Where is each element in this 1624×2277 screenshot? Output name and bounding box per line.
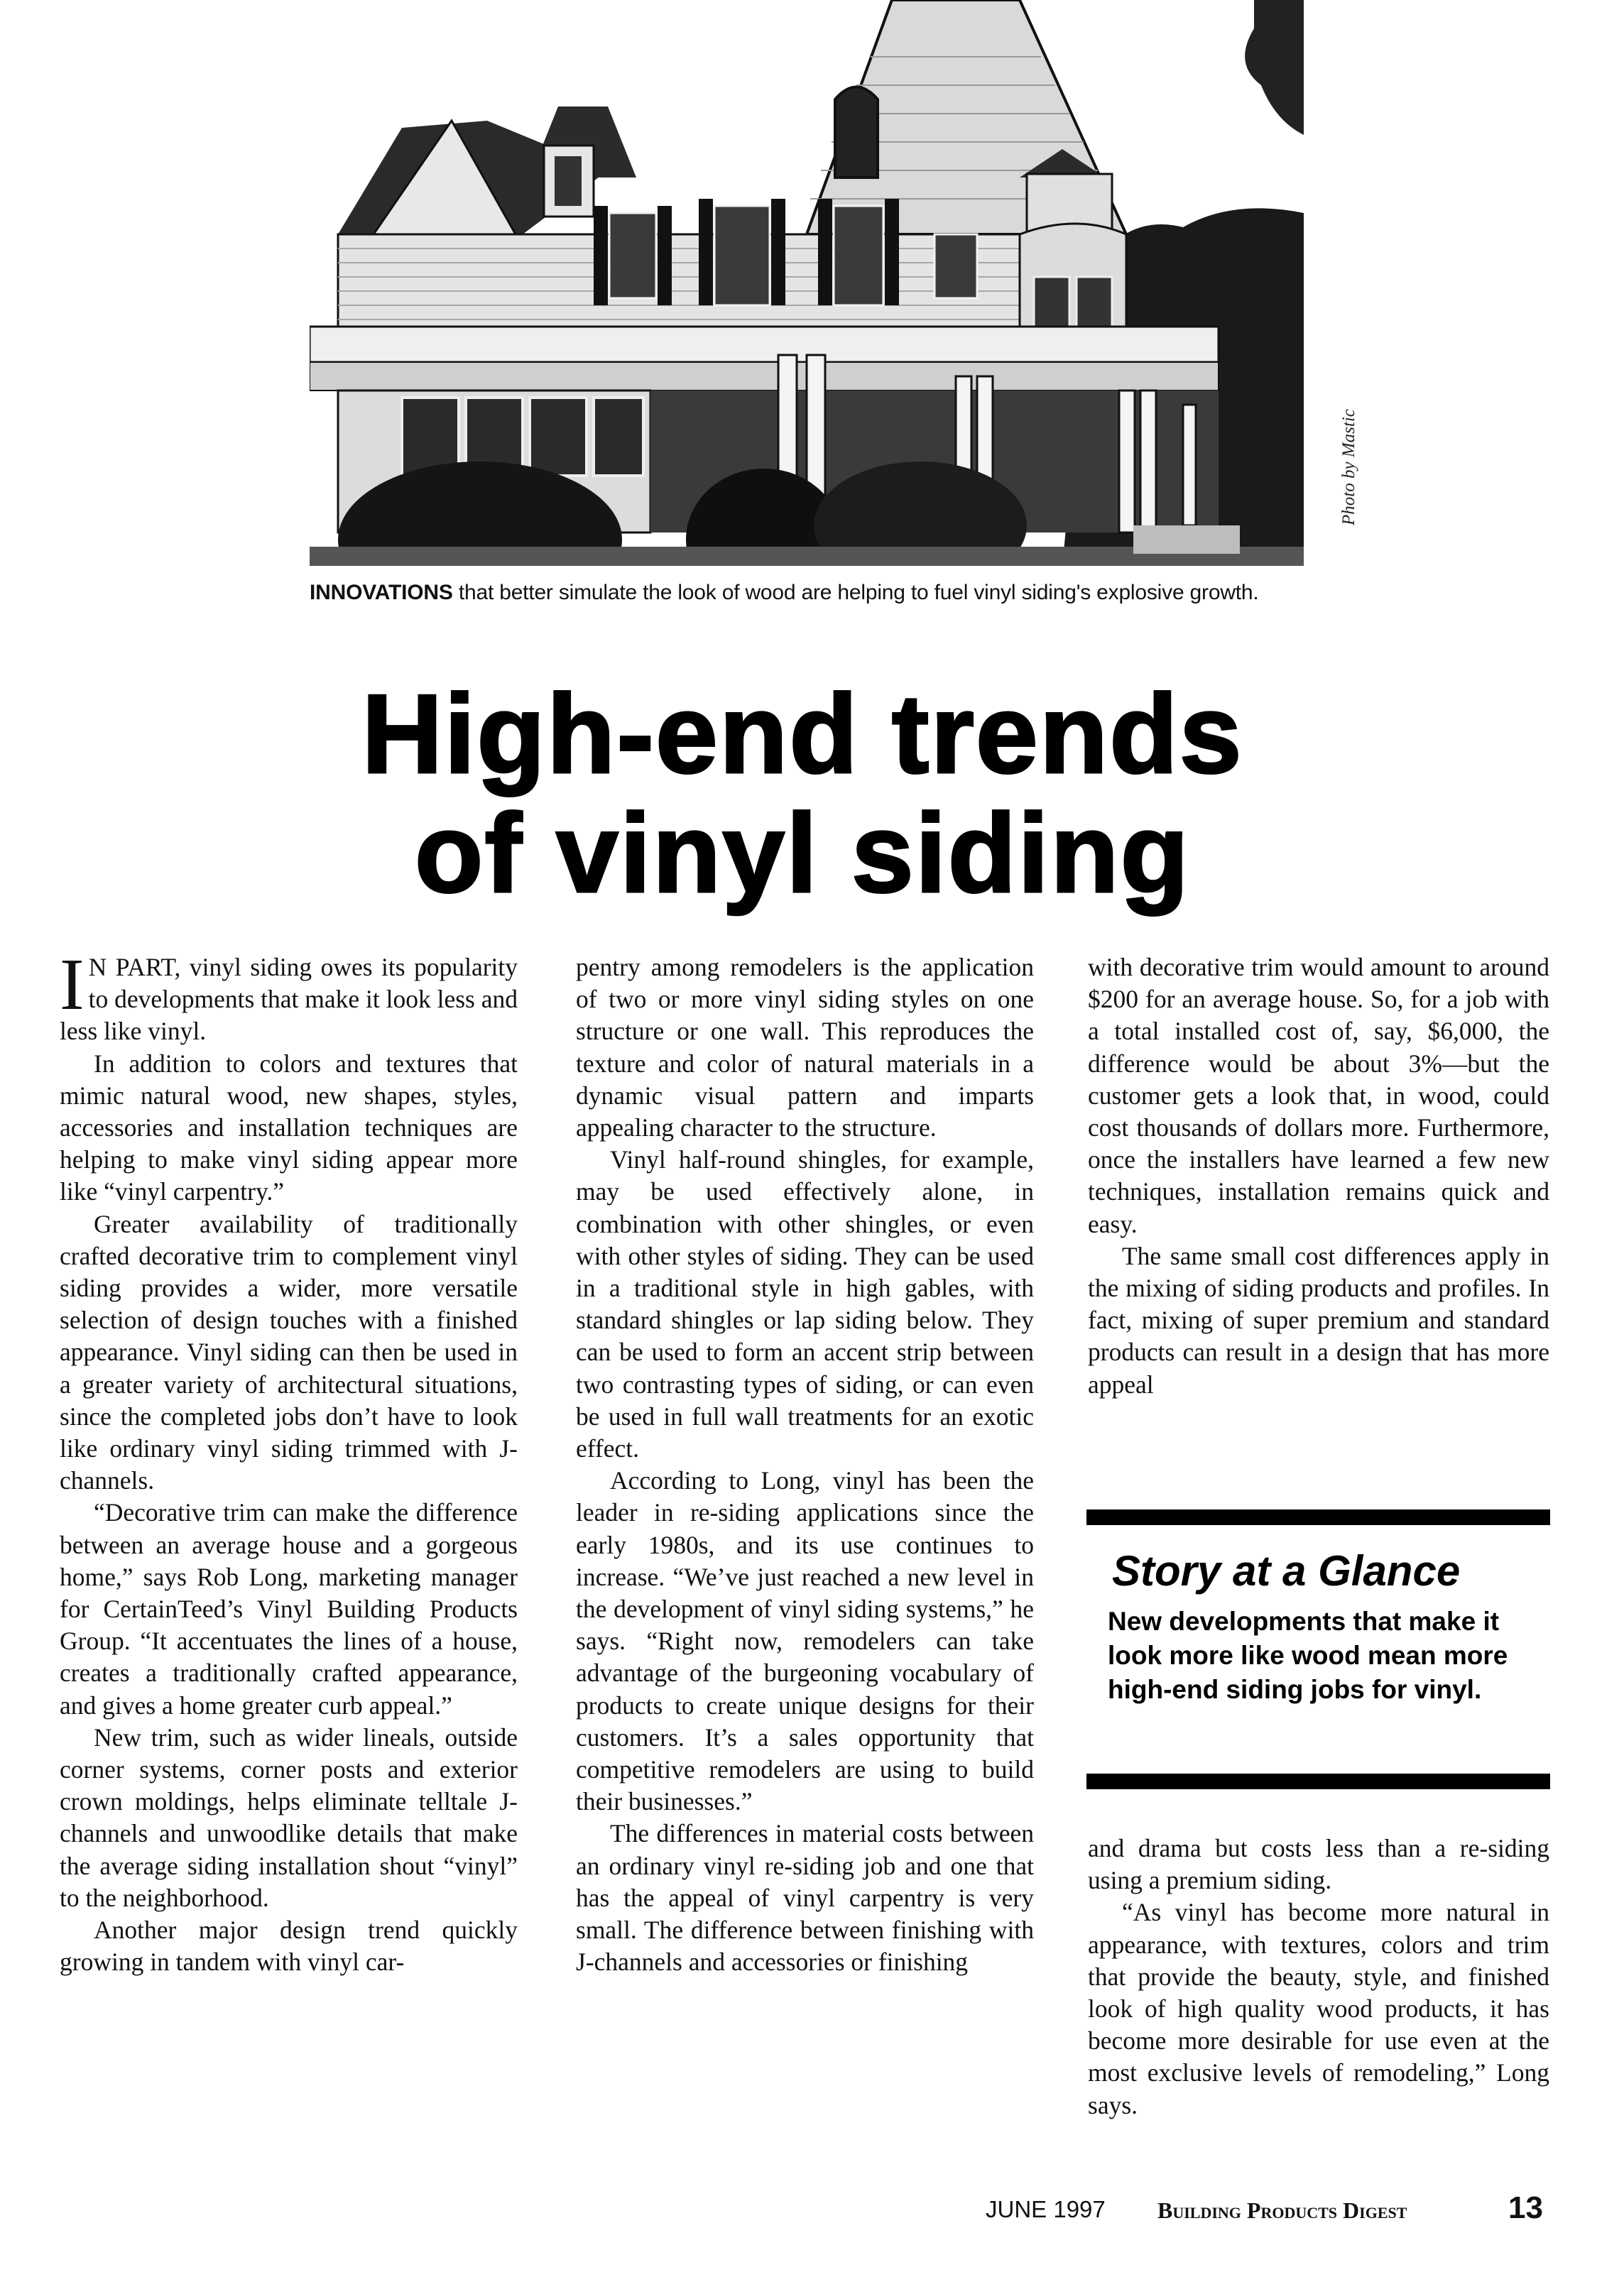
page-number: 13 bbox=[1508, 2190, 1543, 2225]
paragraph: The differences in material costs between an ordinary vinyl re-siding job and one that has the appeal of vinyl carpentry is very small. The difference between finishing with J-channels and accessories or finishing bbox=[576, 1819, 1034, 1977]
paragraph-text: N PART, vinyl siding owes its popularity to developments that make it look less and less like vinyl. bbox=[60, 953, 518, 1046]
paragraph: In addition to colors and textures that mimic natural wood, new shapes, styles, accessories and installation techniques are helping to make vinyl siding appear more like “vinyl carpentry.” bbox=[60, 1049, 518, 1206]
glance-summary: New developments that make it look more like wood mean more high-end siding jobs for vinyl. bbox=[1108, 1607, 1508, 1704]
page-footer bbox=[980, 2190, 1548, 2233]
article-headline bbox=[213, 672, 1392, 916]
issue-date: JUNE 1997 bbox=[986, 2196, 1106, 2222]
top-rule bbox=[1086, 1509, 1550, 1525]
paragraph: Another major design trend quickly growing in tandem with vinyl car- bbox=[60, 1916, 518, 1977]
paragraph: According to Long, vinyl has been the leader in re-siding applications since the early 1980s, and its use continues to increase. “We’ve just reached a new level in the development of vinyl siding systems,” he says. “Right now, remodelers can take advantage of the burgeoning vocabulary of products to create unique designs for their customers. It’s a sales opportunity that competitive remodelers are using to build their businesses.” bbox=[576, 1466, 1034, 1816]
house-photo bbox=[310, 0, 1304, 566]
headline-line-1: High-end trends bbox=[361, 672, 1243, 797]
house-photo-drawing bbox=[310, 0, 1304, 566]
paragraph: “As vinyl has become more natural in appearance, with textures, colors and trim that provide the beauty, style, and finished look of high quality wood products, it has become more desirable for use even at the most exclusive levels of remodeling,” Long says. bbox=[1088, 1898, 1549, 2119]
article-column-3 bbox=[1088, 951, 1549, 1401]
paragraph: “Decorative trim can make the difference between an average house and a gorgeous home,” says Rob Long, marketing manager for CertainTeed’s Vinyl Building Products Group. “It accentuates the lines of a house, creates a traditionally crafted appearance, and gives a home greater curb appeal.” bbox=[60, 1498, 518, 1720]
story-at-a-glance-box bbox=[1086, 1509, 1550, 1790]
photo-credit: Photo by Mastic bbox=[1339, 409, 1358, 525]
paragraph: Greater availability of traditionally crafted decorative trim to complement vinyl siding provides a wider, more versatile selection of design touches with a finished appearance. Vinyl siding can then be used in a greater variety of architectural situations, since the completed jobs don’t have to look like ordinary vinyl siding trimmed with J-channels. bbox=[60, 1209, 518, 1495]
photo-caption bbox=[310, 581, 1304, 605]
bottom-rule bbox=[1086, 1774, 1550, 1789]
publication-name: Building Products Digest bbox=[1157, 2197, 1407, 2223]
article-column-2 bbox=[576, 951, 1034, 1979]
paragraph: with decorative trim would amount to around $200 for an average house. So, for a job with a total installed cost of, say, $6,000, the difference would be about 3%—but the customer gets a look that, in wood, could cost thousands of dollars more. Furthermore, once the installers have learned a few new techniques, installation remains quick and easy. bbox=[1088, 953, 1549, 1238]
paragraph bbox=[60, 944, 518, 1048]
glance-title: Story at a Glance bbox=[1112, 1547, 1461, 1595]
headline-line-2: of vinyl siding bbox=[414, 791, 1191, 916]
paragraph: New trim, such as wider lineals, outside corner systems, corner posts and exterior crown moldings, helps eliminate telltale J-channels and unwoodlike details that make the average siding installation shout “vinyl” to the neighborhood. bbox=[60, 1722, 518, 1912]
paragraph: The same small cost differences apply in the mixing of siding products and profiles. In fact, mixing of super premium and standard products can result in a design that has more appeal bbox=[1088, 1241, 1549, 1399]
caption-lead: INNOVATIONS bbox=[310, 581, 453, 604]
paragraph: pentry among remodelers is the application of two or more vinyl siding styles on one structure or one wall. This reproduces the texture and color of natural materials in a dynamic visual pattern and imparts appealing character to the structure. bbox=[576, 953, 1034, 1142]
article-column-1 bbox=[60, 944, 518, 1979]
article-column-3-continued bbox=[1088, 1833, 1549, 2122]
drop-cap: I bbox=[60, 944, 85, 1025]
caption-text: that better simulate the look of wood are helping to fuel vinyl siding's explosive growth. bbox=[452, 581, 1259, 604]
paragraph: and drama but costs less than a re-siding using a premium siding. bbox=[1088, 1834, 1549, 1895]
paragraph: Vinyl half-round shingles, for example, may be used effectively alone, in combination with other shingles, or even with other styles of siding. They can be used in a traditional style in high gables, with standard shingles or lap siding below. They can be used to form an accent strip between two contrasting types of siding, or can even be used in full wall treatments for an exotic effect. bbox=[576, 1145, 1034, 1463]
